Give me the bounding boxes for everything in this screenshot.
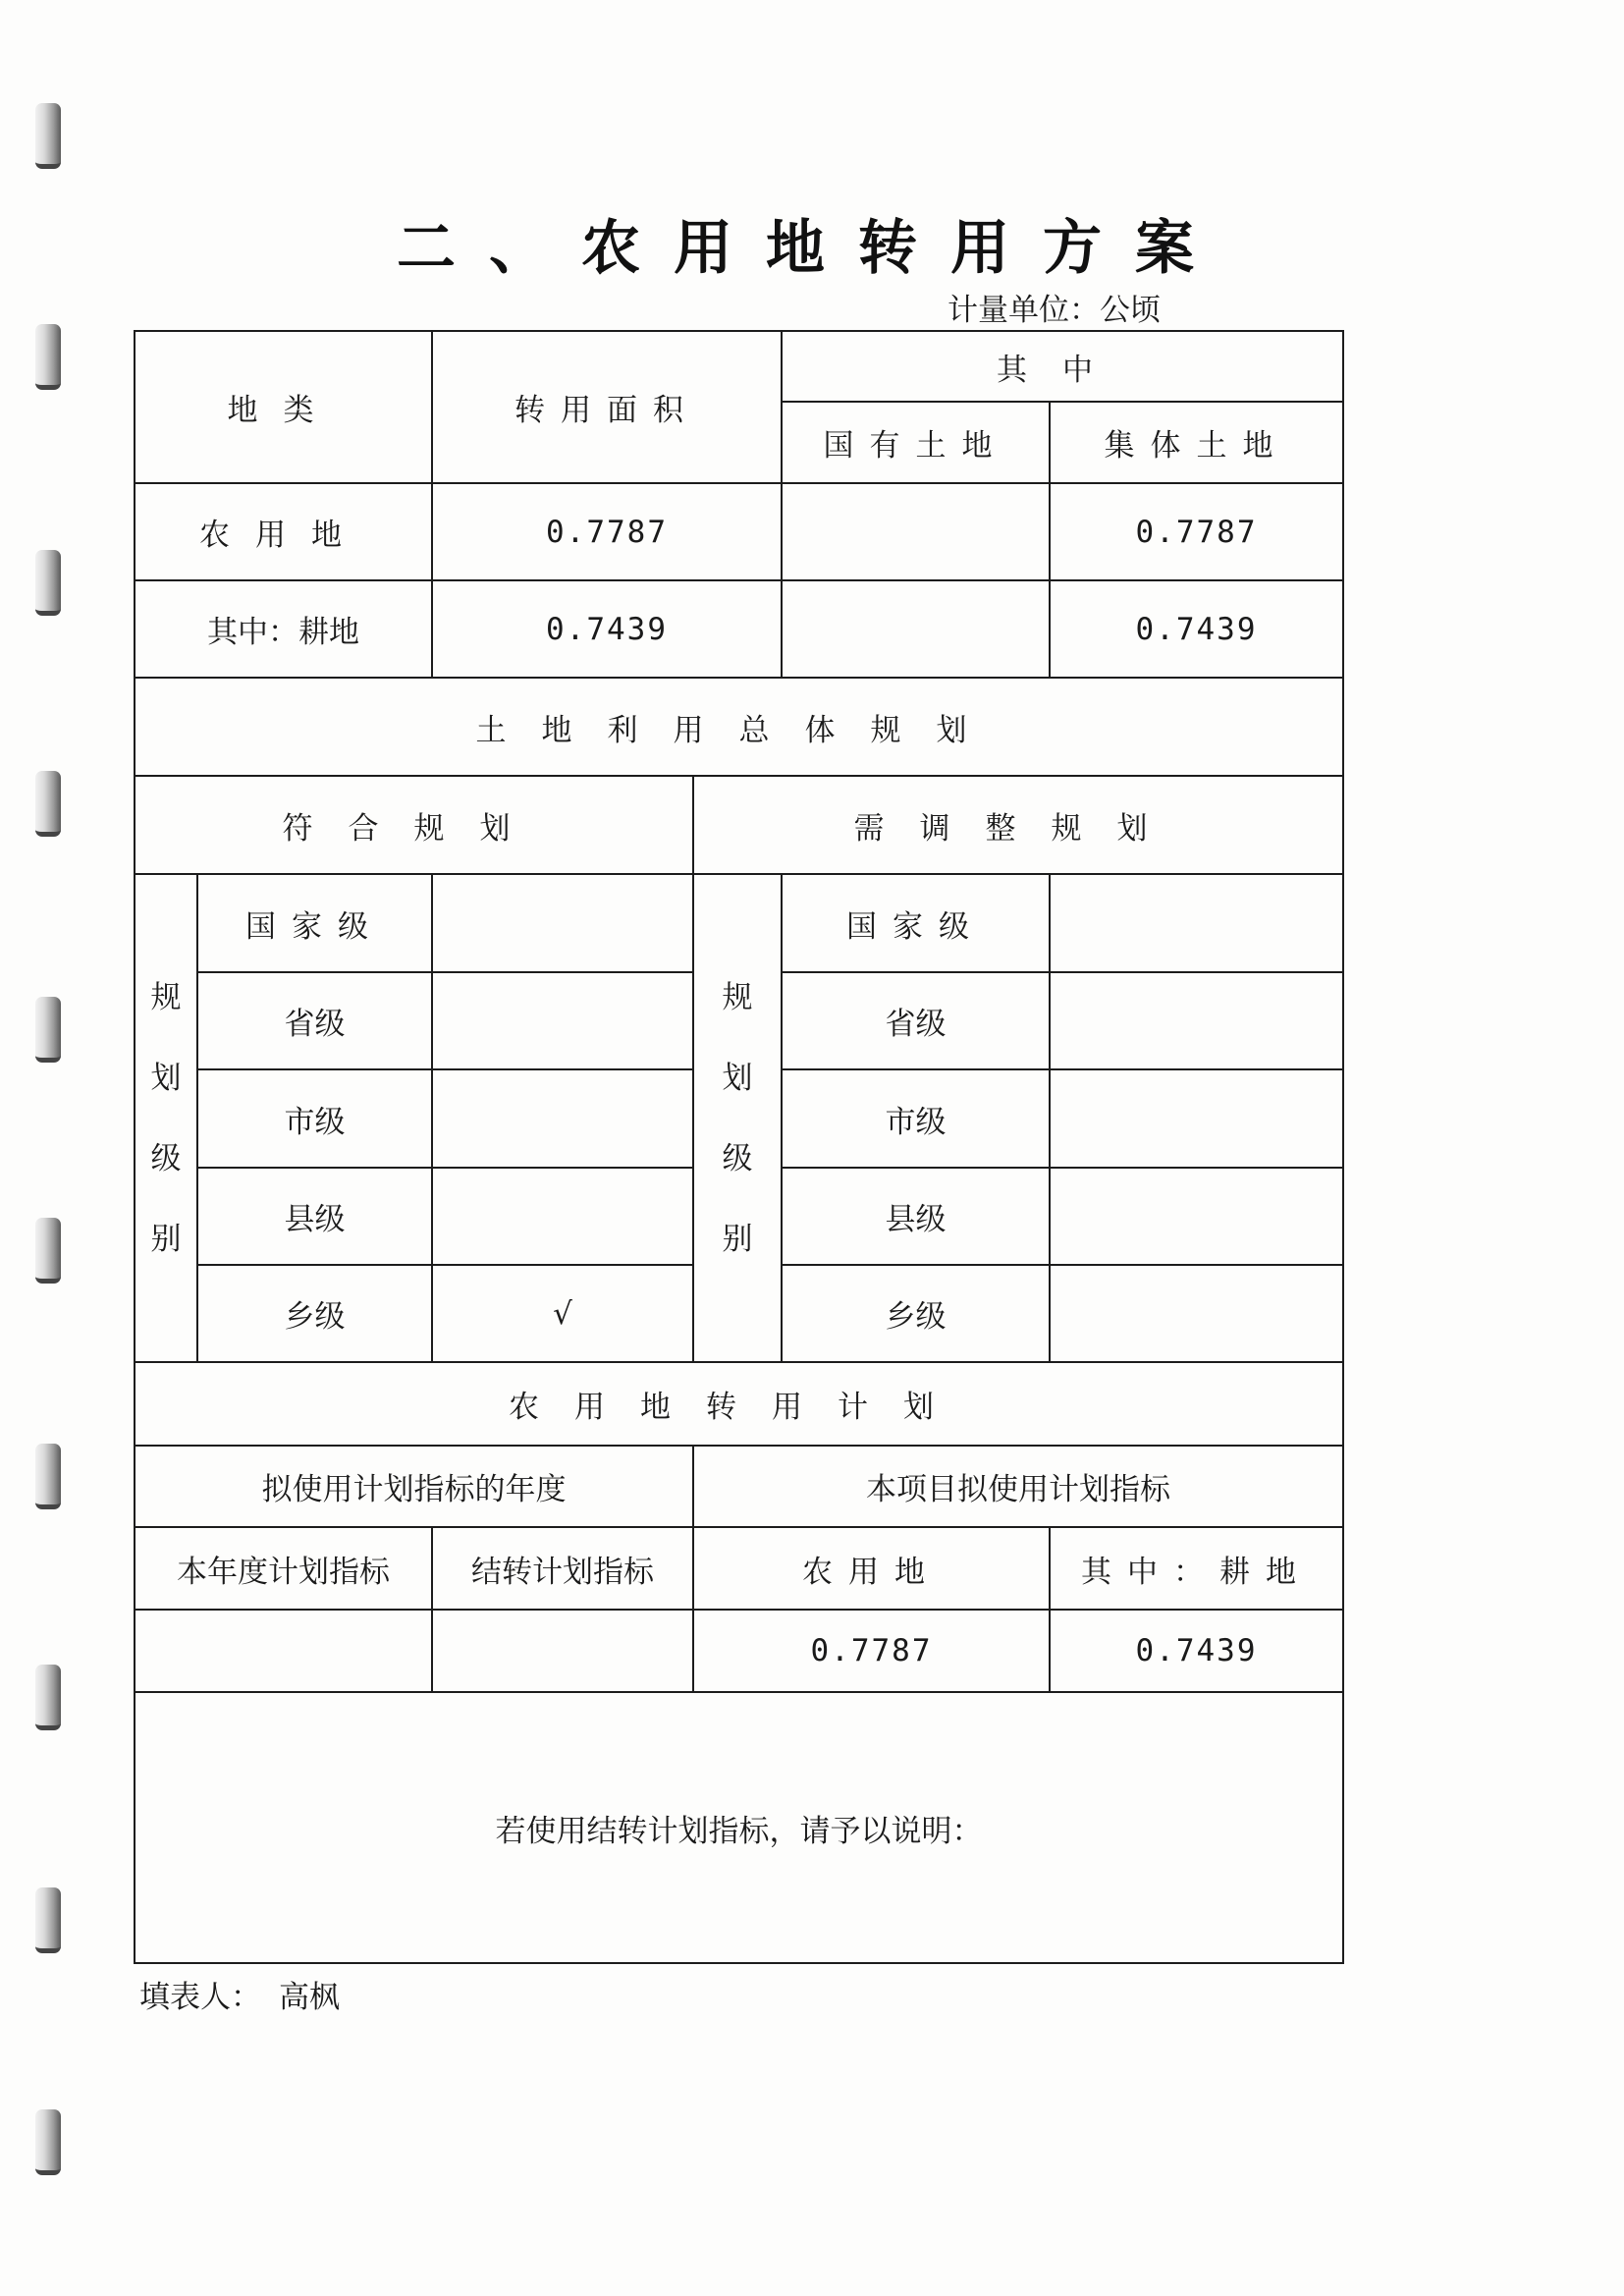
carryover-index-value <box>432 1610 693 1692</box>
carryover-index-header: 结转计划指标 <box>432 1527 693 1610</box>
level-group-char: 级 <box>722 1140 753 1176</box>
level-group-char: 级 <box>150 1140 182 1176</box>
binder-hole <box>35 771 61 837</box>
farmland-state-value <box>782 483 1050 580</box>
adjust-value <box>1050 972 1343 1069</box>
current-year-index-header: 本年度计划指标 <box>135 1527 432 1610</box>
page-title: 二、农用地转用方案 <box>397 214 1227 283</box>
project-index-header: 本项目拟使用计划指标 <box>693 1446 1343 1527</box>
conform-value-checkmark: √ <box>432 1265 693 1362</box>
level-group-char: 别 <box>150 1221 182 1257</box>
level-name: 省级 <box>197 972 432 1069</box>
conform-value <box>432 874 693 972</box>
header-collective-land: 集体土地 <box>1050 402 1343 483</box>
conform-plan-header: 符合规划 <box>135 776 693 874</box>
level-name: 市级 <box>782 1069 1050 1168</box>
level-group-char: 划 <box>150 1060 182 1096</box>
level-group-label-left <box>135 874 197 1362</box>
row-label-cultivated: 其中：耕地 <box>135 580 432 678</box>
planning-header: 土地利用总体规划 <box>135 678 1343 776</box>
unit-label: 计量单位：公顷 <box>947 293 1161 328</box>
binder-hole <box>35 1665 61 1730</box>
level-group-char: 规 <box>722 979 753 1015</box>
adjust-plan-header: 需调整规划 <box>693 776 1343 874</box>
conform-value <box>432 1168 693 1265</box>
conversion-plan-header: 农用地转用计划 <box>135 1362 1343 1446</box>
current-year-index-value <box>135 1610 432 1692</box>
level-name: 乡级 <box>782 1265 1050 1362</box>
farmland-collective-value: 0.7787 <box>1050 483 1343 580</box>
binder-hole <box>35 2109 61 2175</box>
level-name: 县级 <box>782 1168 1050 1265</box>
cultivated-index-value: 0.7439 <box>1050 1610 1343 1692</box>
table-row <box>135 580 1343 678</box>
carryover-note-label: 若使用结转计划指标，请予以说明： <box>495 1813 983 1849</box>
cultivated-area-value: 0.7439 <box>432 580 782 678</box>
cultivated-index-header: 其中：耕地 <box>1050 1527 1343 1610</box>
binder-hole <box>35 1444 61 1509</box>
level-name: 国家级 <box>782 874 1050 972</box>
level-name: 乡级 <box>197 1265 432 1362</box>
adjust-value <box>1050 1265 1343 1362</box>
level-name: 省级 <box>782 972 1050 1069</box>
header-area: 转用面积 <box>432 331 782 483</box>
level-name: 国家级 <box>197 874 432 972</box>
table-row <box>135 1610 1343 1692</box>
level-group-char: 划 <box>722 1060 753 1096</box>
conversion-form-table <box>134 330 1344 1964</box>
filler-name: 高枫 <box>279 1980 340 2015</box>
table-row <box>135 874 1343 972</box>
binder-hole <box>35 1218 61 1284</box>
binder-hole <box>35 997 61 1063</box>
binder-hole <box>35 324 61 390</box>
farmland-index-header: 农用地 <box>693 1527 1050 1610</box>
filler-line <box>139 1972 340 2016</box>
binder-hole <box>35 550 61 616</box>
binder-hole <box>35 103 61 169</box>
level-group-char: 规 <box>150 979 182 1015</box>
header-of-which: 其中 <box>782 331 1343 402</box>
level-group-char: 别 <box>722 1221 753 1257</box>
level-name: 市级 <box>197 1069 432 1168</box>
cultivated-state-value <box>782 580 1050 678</box>
adjust-value <box>1050 1168 1343 1265</box>
table-row <box>135 483 1343 580</box>
farmland-index-value: 0.7787 <box>693 1610 1050 1692</box>
header-land-type: 地类 <box>135 331 432 483</box>
adjust-value <box>1050 874 1343 972</box>
adjust-value <box>1050 1069 1343 1168</box>
level-group-label-right <box>693 874 782 1362</box>
conform-value <box>432 1069 693 1168</box>
level-name: 县级 <box>197 1168 432 1265</box>
conform-value <box>432 972 693 1069</box>
binder-hole <box>35 1887 61 1953</box>
cultivated-collective-value: 0.7439 <box>1050 580 1343 678</box>
header-state-land: 国有土地 <box>782 402 1050 483</box>
carryover-note-box <box>135 1692 1343 1963</box>
filler-label: 填表人： <box>139 1980 261 2015</box>
farmland-area-value: 0.7787 <box>432 483 782 580</box>
row-label-farmland: 农用地 <box>135 483 432 580</box>
plan-year-header: 拟使用计划指标的年度 <box>135 1446 693 1527</box>
